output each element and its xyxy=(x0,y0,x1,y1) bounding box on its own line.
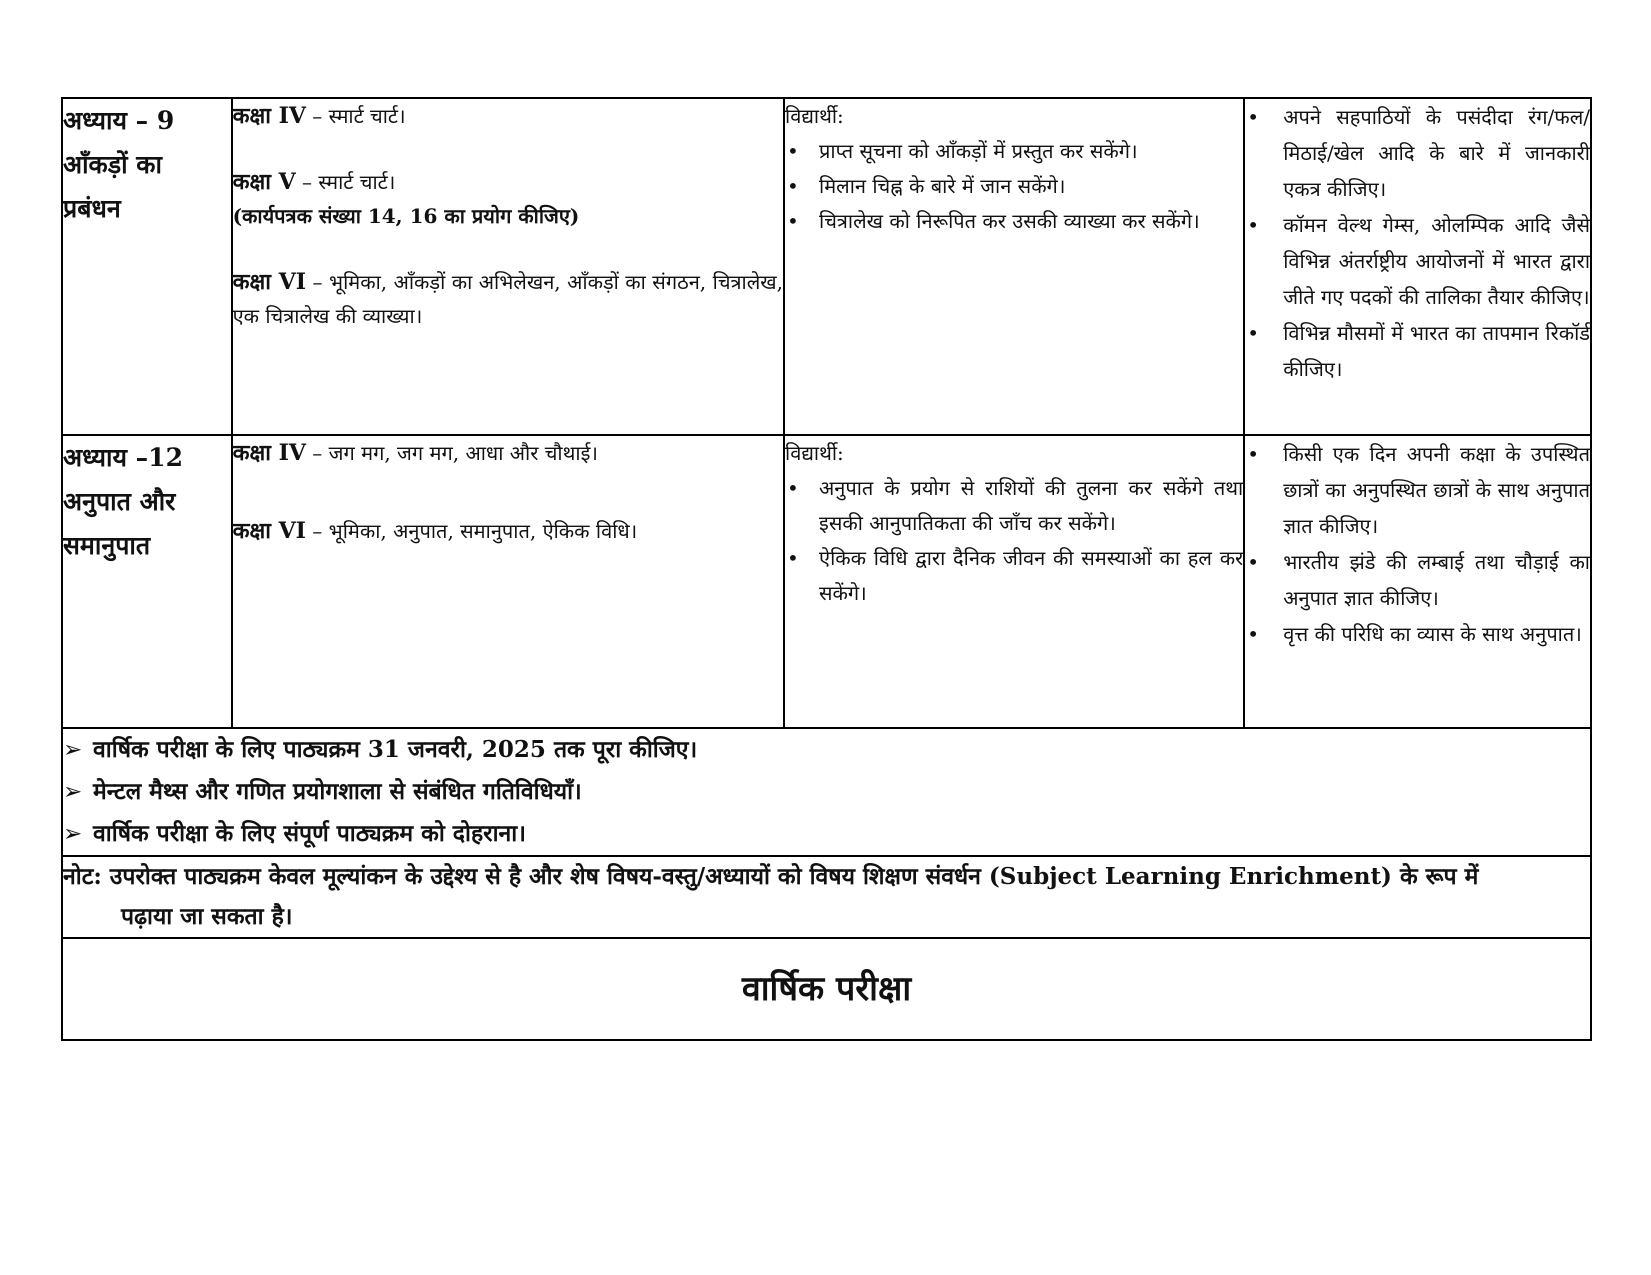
chapter-number: अध्याय –12 xyxy=(63,443,183,472)
class-label: कक्षा IV xyxy=(232,103,306,129)
class-item xyxy=(233,514,783,548)
table-row xyxy=(62,728,1591,856)
arrow-bullet-icon: ➢ xyxy=(63,737,83,763)
table-row xyxy=(62,938,1591,1040)
note-text-continued: पढ़ाया जा सकता है। xyxy=(121,903,293,930)
instruction-text: मेन्टल मैथ्स और गणित प्रयोगशाला से संबंधित गतिविधियाँ। xyxy=(93,778,582,805)
table-row xyxy=(62,856,1591,938)
class-item xyxy=(233,165,783,233)
class-item xyxy=(233,99,783,133)
syllabus-table xyxy=(61,97,1592,1041)
class-item xyxy=(233,265,783,333)
activities-list xyxy=(1245,436,1590,652)
instruction-text: वार्षिक परीक्षा के लिए संपूर्ण पाठ्यक्रम को दोहराना। xyxy=(93,820,526,847)
list-item: • प्राप्त सूचना को आँकड़ों में प्रस्तुत कर सकेंगे। xyxy=(819,134,1243,169)
instructions-cell xyxy=(62,728,1591,856)
class-content-cell xyxy=(232,435,784,728)
instruction-item xyxy=(63,729,1590,771)
list-item: • किसी एक दिन अपनी कक्षा के उपस्थित छात्रों का अनुपस्थित छात्रों के साथ अनुपात ज्ञात कीजिए। xyxy=(1283,436,1590,544)
chapter-title: प्रबंधन xyxy=(63,194,121,223)
class-content-cell xyxy=(232,98,784,435)
instruction-item xyxy=(63,813,1590,855)
chapter-title: आँकड़ों का xyxy=(63,150,162,179)
instruction-text: वार्षिक परीक्षा के लिए पाठ्यक्रम 31 जनवरी, 2025 तक पूरा कीजिए। xyxy=(93,736,698,763)
objectives-heading: विद्यार्थी: xyxy=(785,441,844,465)
objectives-list xyxy=(785,471,1243,611)
class-text: – भूमिका, अनुपात, समानुपात, ऐकिक विधि। xyxy=(305,519,638,543)
list-item: • ऐकिक विधि द्वारा दैनिक जीवन की समस्याओं का हल कर सकेंगे। xyxy=(819,541,1243,611)
note-cell xyxy=(62,856,1591,938)
objectives-cell xyxy=(784,435,1244,728)
list-item: • अनुपात के प्रयोग से राशियों की तुलना कर सकेंगे तथा इसकी आनुपातिकता की जाँच कर सकेंगे। xyxy=(819,471,1243,541)
list-item: • विभिन्न मौसमों में भारत का तापमान रिकॉर्ड कीजिए। xyxy=(1283,315,1590,387)
list-item: • मिलान चिह्न के बारे में जान सकेंगे। xyxy=(819,169,1243,204)
objectives-list xyxy=(785,134,1243,239)
chapter-number: अध्याय – 9 xyxy=(63,106,175,135)
class-text: – स्मार्ट चार्ट। xyxy=(295,170,396,194)
activities-cell xyxy=(1244,435,1591,728)
objectives-cell xyxy=(784,98,1244,435)
chapter-title: समानुपात xyxy=(63,531,151,560)
note-text: नोट: उपरोक्त पाठ्यक्रम केवल मूल्यांकन के उद्देश्य से है और शेष विषय-वस्तु/अध्यायों को विषय शिक्षण संवर्धन (Subject Learning Enrichment) के रूप में xyxy=(63,863,1479,890)
class-text: – स्मार्ट चार्ट। xyxy=(305,104,406,128)
class-label: कक्षा IV xyxy=(232,440,306,466)
class-text: – भूमिका, आँकड़ों का अभिलेखन, आँकड़ों का संगठन, चित्रालेख, एक चित्रालेख की व्याख्या। xyxy=(232,270,784,328)
chapter-title: अनुपात और xyxy=(63,487,176,516)
list-item: • चित्रालेख को निरूपित कर उसकी व्याख्या कर सकेंगे। xyxy=(819,204,1243,239)
activities-list xyxy=(1245,99,1590,387)
chapter-cell xyxy=(62,435,232,728)
exam-title: वार्षिक परीक्षा xyxy=(62,938,1591,1040)
list-item: • अपने सहपाठियों के पसंदीदा रंग/फल/मिठाई/खेल आदि के बारे में जानकारी एकत्र कीजिए। xyxy=(1283,99,1590,207)
arrow-bullet-icon: ➢ xyxy=(63,779,83,805)
table-row xyxy=(62,435,1591,728)
activities-cell xyxy=(1244,98,1591,435)
list-item: • कॉमन वेल्थ गेम्स, ओलम्पिक आदि जैसे विभिन्न अंतर्राष्ट्रीय आयोजनों में भारत द्वारा जीते गए पदकों की तालिका तैयार कीजिए। xyxy=(1283,207,1590,315)
table-row xyxy=(62,98,1591,435)
class-label: कक्षा VI xyxy=(232,269,307,295)
class-item xyxy=(233,436,783,470)
arrow-bullet-icon: ➢ xyxy=(63,821,83,847)
list-item: • भारतीय झंडे की लम्बाई तथा चौड़ाई का अनुपात ज्ञात कीजिए। xyxy=(1283,544,1590,616)
class-label: कक्षा VI xyxy=(232,518,306,544)
list-item: • वृत्त की परिधि का व्यास के साथ अनुपात। xyxy=(1283,616,1590,652)
chapter-cell xyxy=(62,98,232,435)
instruction-item xyxy=(63,771,1590,813)
objectives-heading: विद्यार्थी: xyxy=(785,104,844,128)
worksheet-note: (कार्यपत्रक संख्या 14, 16 का प्रयोग कीजिए) xyxy=(232,204,580,228)
class-label: कक्षा V xyxy=(232,169,296,195)
class-text: – जग मग, जग मग, आधा और चौथाई। xyxy=(305,441,598,465)
